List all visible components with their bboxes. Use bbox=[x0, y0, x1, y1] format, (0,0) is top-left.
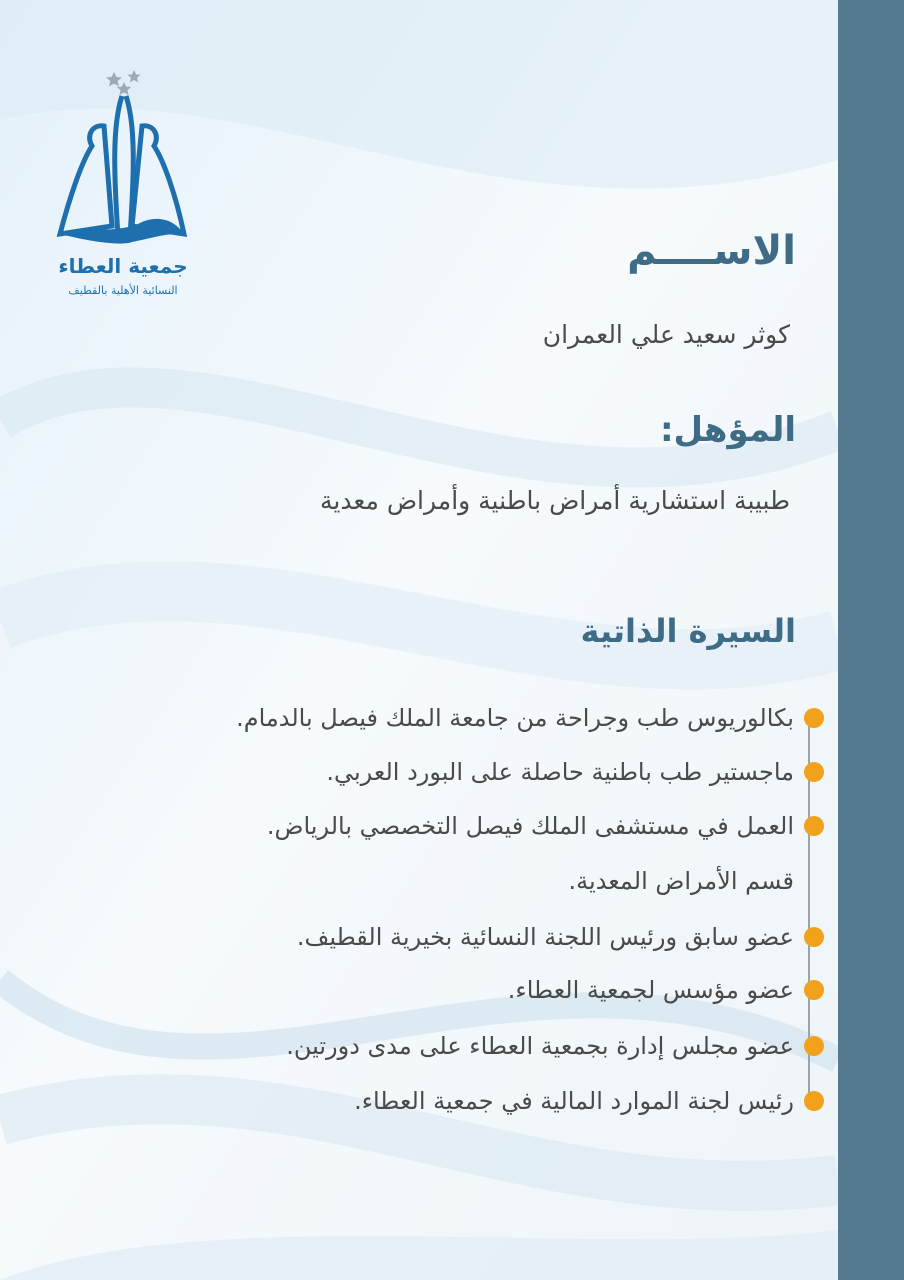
qualification-heading: المؤهل: bbox=[659, 410, 796, 450]
bullet-dot-icon bbox=[804, 980, 824, 1000]
qualification-value: طبيبة استشارية أمراض باطنية وأمراض معدية bbox=[319, 486, 790, 515]
bio-item bbox=[236, 695, 820, 741]
bullet-dot-icon bbox=[804, 927, 824, 947]
bio-item bbox=[297, 914, 820, 960]
bio-heading: السيرة الذاتية bbox=[580, 612, 796, 650]
bio-item bbox=[508, 967, 820, 1013]
name-heading: الاســــم bbox=[627, 228, 796, 274]
side-bar bbox=[838, 0, 904, 1280]
bio-item-text: ماجستير طب باطنية حاصلة على البورد العربي. bbox=[326, 758, 794, 786]
logo-subtitle: النسائية الأهلية بالقطيف bbox=[68, 284, 178, 297]
bio-item bbox=[326, 749, 820, 795]
bio-item-text: بكالوريوس طب وجراحة من جامعة الملك فيصل بالدمام. bbox=[236, 704, 794, 732]
bullet-dot-icon bbox=[804, 762, 824, 782]
bio-item bbox=[267, 803, 820, 849]
logo-emblem-icon bbox=[52, 66, 194, 251]
bullet-dot-icon bbox=[804, 1091, 824, 1111]
bio-item-text: عضو سابق ورئيس اللجنة النسائية بخيرية القطيف. bbox=[296, 923, 794, 951]
bio-item-text: قسم الأمراض المعدية. bbox=[568, 867, 794, 895]
bullet-dot-icon bbox=[804, 1036, 824, 1056]
organization-logo bbox=[52, 66, 202, 306]
bio-item bbox=[286, 1023, 820, 1069]
bio-item bbox=[354, 1078, 820, 1124]
bullet-dot-icon bbox=[804, 816, 824, 836]
bullet-dot-icon bbox=[804, 708, 824, 728]
name-value: كوثر سعيد علي العمران bbox=[542, 320, 790, 349]
bio-item-text: العمل في مستشفى الملك فيصل التخصصي بالرياض. bbox=[266, 812, 794, 840]
bio-item-text: رئيس لجنة الموارد المالية في جمعية العطاء. bbox=[354, 1087, 794, 1115]
bio-item bbox=[569, 858, 820, 904]
bio-item-text: عضو مؤسس لجمعية العطاء. bbox=[507, 976, 794, 1004]
logo-name: جمعية العطاء bbox=[58, 254, 188, 278]
bio-item-text: عضو مجلس إدارة بجمعية العطاء على مدى دورتين. bbox=[286, 1032, 794, 1060]
